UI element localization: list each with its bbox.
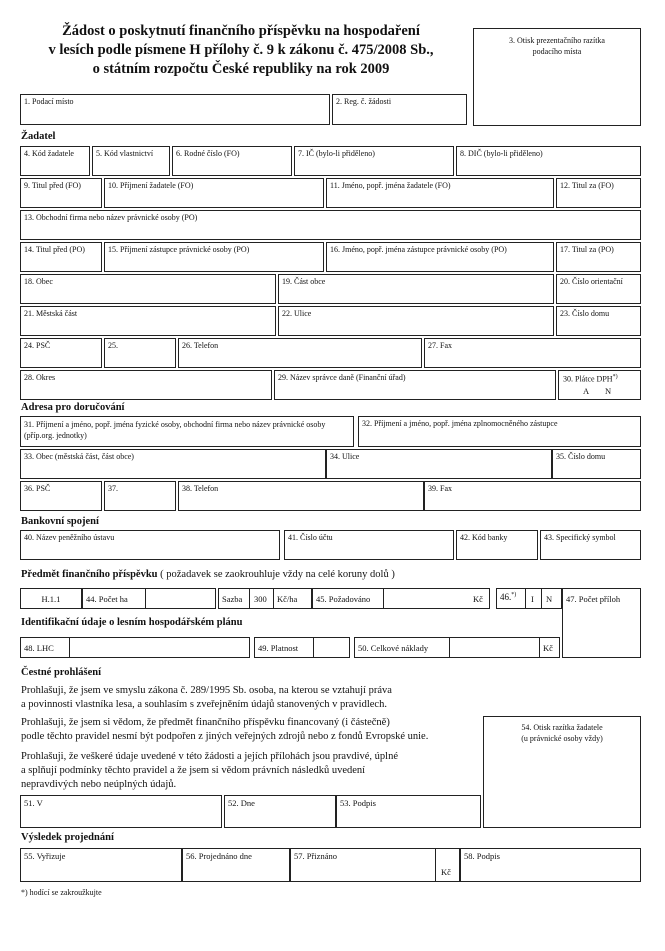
label: 23. Číslo domu bbox=[560, 309, 610, 318]
field-reg-c[interactable] bbox=[332, 94, 467, 125]
stamp-label-2: podacího místa bbox=[532, 47, 582, 56]
declaration-3 bbox=[21, 750, 398, 792]
label: 19. Část obce bbox=[282, 277, 326, 286]
field-34-ulice[interactable] bbox=[326, 449, 552, 479]
field-53-podpis[interactable] bbox=[336, 795, 481, 828]
label: 14. Titul před (PO) bbox=[24, 245, 85, 254]
field-25[interactable] bbox=[104, 338, 176, 368]
field-52-dne[interactable] bbox=[224, 795, 336, 828]
field-39-fax[interactable] bbox=[424, 481, 641, 511]
field-20-cislo-orientacni[interactable] bbox=[556, 274, 641, 304]
field-57-priznano[interactable] bbox=[290, 848, 460, 882]
label: 37. bbox=[108, 484, 118, 493]
field-13-obchodni-firma[interactable] bbox=[20, 210, 641, 240]
label: 39. Fax bbox=[428, 484, 452, 493]
field-9-titul-pred[interactable] bbox=[20, 178, 102, 208]
label: 34. Ulice bbox=[330, 452, 360, 461]
label: 32. Příjmení a jméno, popř. jména zplnomocněného zástupce bbox=[362, 419, 558, 428]
divider bbox=[249, 589, 250, 608]
field-48-lhc[interactable] bbox=[20, 637, 250, 658]
field-33-obec[interactable] bbox=[20, 449, 326, 479]
field-code bbox=[20, 588, 82, 609]
field-44-pocet-ha[interactable] bbox=[82, 588, 216, 609]
kc-label: Kč bbox=[441, 867, 451, 877]
label: 46. bbox=[500, 592, 512, 602]
declaration-line: podle těchto pravidel nesmí být podpořen z jiných veřejných zdrojů nebo z fondů Evropské unie. bbox=[21, 731, 429, 742]
field-55-vyrizuje[interactable] bbox=[20, 848, 182, 882]
heading: Předmět finančního příspěvku bbox=[21, 569, 158, 580]
label: 20. Číslo orientační bbox=[560, 277, 623, 286]
label: 21. Městská část bbox=[24, 309, 78, 318]
field-43-specificky-symbol[interactable] bbox=[540, 530, 641, 560]
label: 5. Kód vlastnictví bbox=[96, 149, 154, 158]
divider bbox=[435, 849, 436, 881]
divider bbox=[273, 589, 274, 608]
stamp-box-zadatel bbox=[483, 716, 641, 828]
label: 36. PSČ bbox=[24, 484, 51, 493]
form-title bbox=[0, 22, 482, 79]
field-4-kod-zadatele[interactable] bbox=[20, 146, 90, 176]
field-8-dic[interactable] bbox=[456, 146, 641, 176]
section-predmet bbox=[21, 569, 395, 580]
section-cestne: Čestné prohlášení bbox=[21, 667, 102, 678]
label: 16. Jméno, popř. jména zástupce právnické osoby (PO) bbox=[330, 245, 507, 254]
field-50-celkove-naklady[interactable] bbox=[354, 637, 560, 658]
label: 33. Obec (městská část, část obce) bbox=[24, 452, 134, 461]
label: 2. Reg. č. žádosti bbox=[336, 97, 392, 106]
field-23-cislo-domu[interactable] bbox=[556, 306, 641, 336]
label: 24. PSČ bbox=[24, 341, 51, 350]
label: 22. Ulice bbox=[282, 309, 312, 318]
stamp-box-podaci bbox=[473, 28, 641, 126]
field-16-jmeno-zastupce[interactable] bbox=[326, 242, 554, 272]
field-51-v[interactable] bbox=[20, 795, 222, 828]
section-vysledek: Výsledek projednání bbox=[21, 832, 114, 843]
divider bbox=[145, 589, 146, 608]
field-29-spravce-dane[interactable] bbox=[274, 370, 556, 400]
label: 29. Název správce daně (Finanční úřad) bbox=[278, 373, 406, 382]
sazba-label: Sazba bbox=[222, 594, 243, 604]
label: 58. Podpis bbox=[464, 851, 500, 861]
label: 56. Projednáno dne bbox=[186, 851, 252, 861]
label: 12. Titul za (FO) bbox=[560, 181, 614, 190]
field-35-cislo-domu[interactable] bbox=[552, 449, 641, 479]
label: 45. Požadováno bbox=[316, 594, 371, 604]
label: 43. Specifický symbol bbox=[544, 533, 616, 542]
divider bbox=[541, 589, 542, 608]
declaration-line: a povinnosti vlastníka lesa, a souhlasím s zveřejněním údajů stanovených v pravidlech. bbox=[21, 699, 387, 710]
section-ident: Identifikační údaje o lesním hospodářském plánu bbox=[21, 617, 243, 628]
label: 48. LHC bbox=[24, 643, 54, 653]
label: 8. DIČ (bylo-li přiděleno) bbox=[460, 149, 543, 158]
label: 25. bbox=[108, 341, 118, 350]
field-46[interactable] bbox=[496, 588, 562, 609]
label: 7. IČ (bylo-li přiděleno) bbox=[298, 149, 375, 158]
field-26-telefon[interactable] bbox=[178, 338, 422, 368]
field-32-zastupce[interactable] bbox=[358, 416, 641, 447]
field-5-kod-vlastnictvi[interactable] bbox=[92, 146, 170, 176]
footnote-mark: *) bbox=[612, 374, 618, 380]
kc-ha-label: Kč/ha bbox=[277, 594, 298, 604]
option-n[interactable]: N bbox=[546, 594, 553, 604]
option-n[interactable]: N bbox=[605, 386, 612, 396]
field-6-rodne-cislo[interactable] bbox=[172, 146, 292, 176]
option-i[interactable]: I bbox=[531, 594, 534, 604]
option-a[interactable]: A bbox=[583, 386, 590, 396]
field-47-pocet-priloh[interactable] bbox=[562, 588, 641, 658]
label: 30. Plátce DPH bbox=[563, 374, 613, 384]
kc-label: Kč bbox=[543, 643, 553, 653]
field-28-okres[interactable] bbox=[20, 370, 272, 400]
field-49-platnost[interactable] bbox=[254, 637, 350, 658]
kc-label: Kč bbox=[473, 594, 483, 604]
label: 6. Rodné číslo (FO) bbox=[176, 149, 240, 158]
footnote-mark: *) bbox=[511, 592, 517, 598]
field-30-platce-dph[interactable] bbox=[558, 370, 641, 400]
stamp-label-1: 3. Otisk prezentačního razítka bbox=[509, 36, 605, 45]
declaration-1 bbox=[21, 684, 392, 712]
divider bbox=[313, 638, 314, 657]
code-value: H.1.1 bbox=[41, 594, 61, 604]
field-15-prijmeni-zastupce[interactable] bbox=[104, 242, 324, 272]
declaration-line: Prohlašuji, že veškeré údaje uvedené v této žádosti a jejích přílohách jsou pravdivé, úplné bbox=[21, 751, 399, 762]
label: 4. Kód žadatele bbox=[24, 149, 74, 158]
title-line-3: o státním rozpočtu České republiky na rok 2009 bbox=[92, 61, 390, 77]
label: 50. Celkové náklady bbox=[358, 643, 429, 653]
field-37[interactable] bbox=[104, 481, 176, 511]
field-11-jmeno[interactable] bbox=[326, 178, 554, 208]
label: 17. Titul za (PO) bbox=[560, 245, 614, 254]
label: 27. Fax bbox=[428, 341, 452, 350]
declaration-line: nepravdivých nebo neúplných údajů. bbox=[21, 779, 177, 790]
field-18-obec[interactable] bbox=[20, 274, 276, 304]
field-40-penezni-ustav[interactable] bbox=[20, 530, 280, 560]
field-19-cast-obce[interactable] bbox=[278, 274, 554, 304]
field-sazba bbox=[218, 588, 312, 609]
label: 26. Telefon bbox=[182, 341, 219, 350]
field-14-titul-pred-po[interactable] bbox=[20, 242, 102, 272]
field-27-fax[interactable] bbox=[424, 338, 641, 368]
field-56-projednano-dne[interactable] bbox=[182, 848, 290, 882]
field-36-psc[interactable] bbox=[20, 481, 102, 511]
divider bbox=[383, 589, 384, 608]
label: 9. Titul před (FO) bbox=[24, 181, 81, 190]
divider bbox=[525, 589, 526, 608]
label: 57. Přiznáno bbox=[294, 851, 337, 861]
field-12-titul-za[interactable] bbox=[556, 178, 641, 208]
label: 38. Telefon bbox=[182, 484, 219, 493]
section-adresa: Adresa pro doručování bbox=[21, 402, 125, 413]
section-bank: Bankovní spojení bbox=[21, 516, 99, 527]
label: 1. Podací místo bbox=[24, 97, 74, 106]
label: 40. Název peněžního ústavu bbox=[24, 533, 115, 542]
label: 53. Podpis bbox=[340, 798, 376, 808]
field-42-kod-banky[interactable] bbox=[456, 530, 538, 560]
declaration-line: a splňují podmínky těchto pravidel a že jsem si vědom právních následků uvedení bbox=[21, 765, 366, 776]
label: 18. Obec bbox=[24, 277, 53, 286]
label: 11. Jméno, popř. jména žadatele (FO) bbox=[330, 181, 451, 190]
label: 47. Počet příloh bbox=[566, 594, 621, 604]
label: 49. Platnost bbox=[258, 643, 299, 653]
field-58-podpis[interactable] bbox=[460, 848, 641, 882]
divider bbox=[69, 638, 70, 657]
sazba-value: 300 bbox=[254, 594, 267, 604]
field-24-psc[interactable] bbox=[20, 338, 102, 368]
title-line-2: v lesích podle písmene H přílohy č. 9 k zákonu č. 475/2008 Sb., bbox=[48, 42, 434, 58]
label: 55. Vyřizuje bbox=[24, 851, 66, 861]
label: 35. Číslo domu bbox=[556, 452, 606, 461]
declaration-line: Prohlašuji, že jsem si vědom, že předmět finančního příspěvku financovaný (i částečně) bbox=[21, 717, 390, 728]
field-41-cislo-uctu[interactable] bbox=[284, 530, 454, 560]
field-podaci-misto[interactable] bbox=[20, 94, 330, 125]
field-31-prijmeni-jmeno[interactable] bbox=[20, 416, 354, 447]
field-7-ic[interactable] bbox=[294, 146, 454, 176]
label: 42. Kód banky bbox=[460, 533, 508, 542]
footnote: *) hodící se zakroužkujte bbox=[21, 888, 102, 897]
declaration-line: Prohlašuji, že jsem ve smyslu zákona č. 289/1995 Sb. osoba, na kterou se vztahují práva bbox=[21, 685, 392, 696]
stamp-label-2: (u právnické osoby vždy) bbox=[521, 734, 603, 743]
title-line-1: Žádost o poskytnutí finančního příspěvku na hospodaření bbox=[62, 23, 420, 39]
label: 41. Číslo účtu bbox=[288, 533, 333, 542]
stamp-label-1: 54. Otisk razítka žadatele bbox=[521, 723, 603, 732]
label: 31. Příjmení a jméno, popř. jména fyzické osoby, obchodní firma nebo název právnické osoby (příp.org. jednotky) bbox=[24, 420, 326, 440]
label: 15. Příjmení zástupce právnické osoby (PO) bbox=[108, 245, 250, 254]
section-zadatel: Žadatel bbox=[21, 131, 56, 142]
divider bbox=[539, 638, 540, 657]
label: 44. Počet ha bbox=[86, 594, 128, 604]
field-22-ulice[interactable] bbox=[278, 306, 554, 336]
field-45-pozadovano[interactable] bbox=[312, 588, 490, 609]
rounding-note: ( požadavek se zaokrouhluje vždy na celé koruny dolů ) bbox=[157, 569, 395, 580]
field-38-telefon[interactable] bbox=[178, 481, 424, 511]
label: 28. Okres bbox=[24, 373, 56, 382]
divider bbox=[449, 638, 450, 657]
field-21-mestska-cast[interactable] bbox=[20, 306, 276, 336]
label: 52. Dne bbox=[228, 798, 255, 808]
field-10-prijmeni[interactable] bbox=[104, 178, 324, 208]
label: 13. Obchodní firma nebo název právnické osoby (PO) bbox=[24, 213, 198, 222]
label: 10. Příjmení žadatele (FO) bbox=[108, 181, 194, 190]
declaration-2 bbox=[21, 716, 428, 744]
label: 51. V bbox=[24, 798, 43, 808]
field-17-titul-za-po[interactable] bbox=[556, 242, 641, 272]
